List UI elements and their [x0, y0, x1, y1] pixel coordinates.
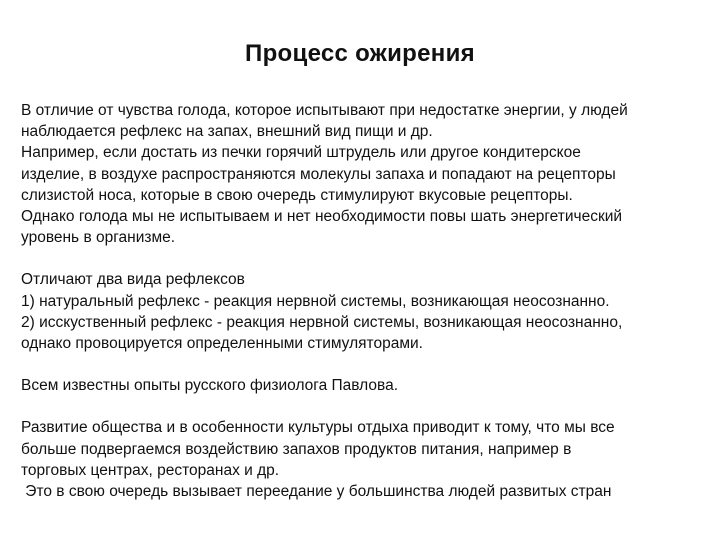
text-line: больше подвергаемся воздействию запахов продуктов питания, например в [21, 440, 572, 458]
text-line: изделие, в воздухе распространяются молекулы запаха и попадают на рецепторы [21, 165, 616, 183]
text-line: 2) исскуственный рефлекс - реакция нервной системы, возникающая неосознанно, [21, 313, 623, 331]
text-line: однако провоцируется определенными стимуляторами. [21, 335, 423, 353]
text-line: Отличают два вида рефлексов [21, 271, 245, 289]
paragraph-society [21, 417, 701, 502]
text-line: слизистой носа, которые в свою очередь стимулируют вкусовые рецепторы. [21, 186, 573, 204]
text-line: Всем известны опыты русского физиолога Павлова. [21, 377, 399, 395]
text-line: Развитие общества и в особенности культуры отдыха приводит к тому, что мы все [21, 419, 615, 437]
text-line: В отличие от чувства голода, которое испытывают при недостатке энергии, у людей [21, 102, 628, 119]
text-line: уровень в организме. [21, 229, 176, 247]
text-line: Например, если достать из печки горячий штрудель или другое кондитерское [21, 144, 581, 162]
text-line: торговых центрах, ресторанах и др. [21, 461, 280, 479]
text-line: наблюдается рефлекс на запах, внешний вид пищи и др. [21, 123, 433, 141]
paragraph-intro [21, 100, 701, 248]
paragraph-reflex-types [21, 269, 701, 354]
paragraph-pavlov [21, 375, 701, 396]
paragraph-gap [21, 248, 701, 269]
paragraph-gap [21, 354, 701, 375]
slide-body [21, 100, 701, 502]
text-line: 1) натуральный рефлекс - реакция нервной системы, возникающая неосознанно. [21, 292, 610, 310]
text-line: Однако голода мы не испытываем и нет необходимости повы шать энергетический [21, 208, 623, 226]
slide-title: Процесс ожирения [245, 40, 475, 67]
text-line: Это в свою очередь вызывает переедание у большинства людей развитых стран [21, 483, 612, 501]
paragraph-gap [21, 396, 701, 417]
